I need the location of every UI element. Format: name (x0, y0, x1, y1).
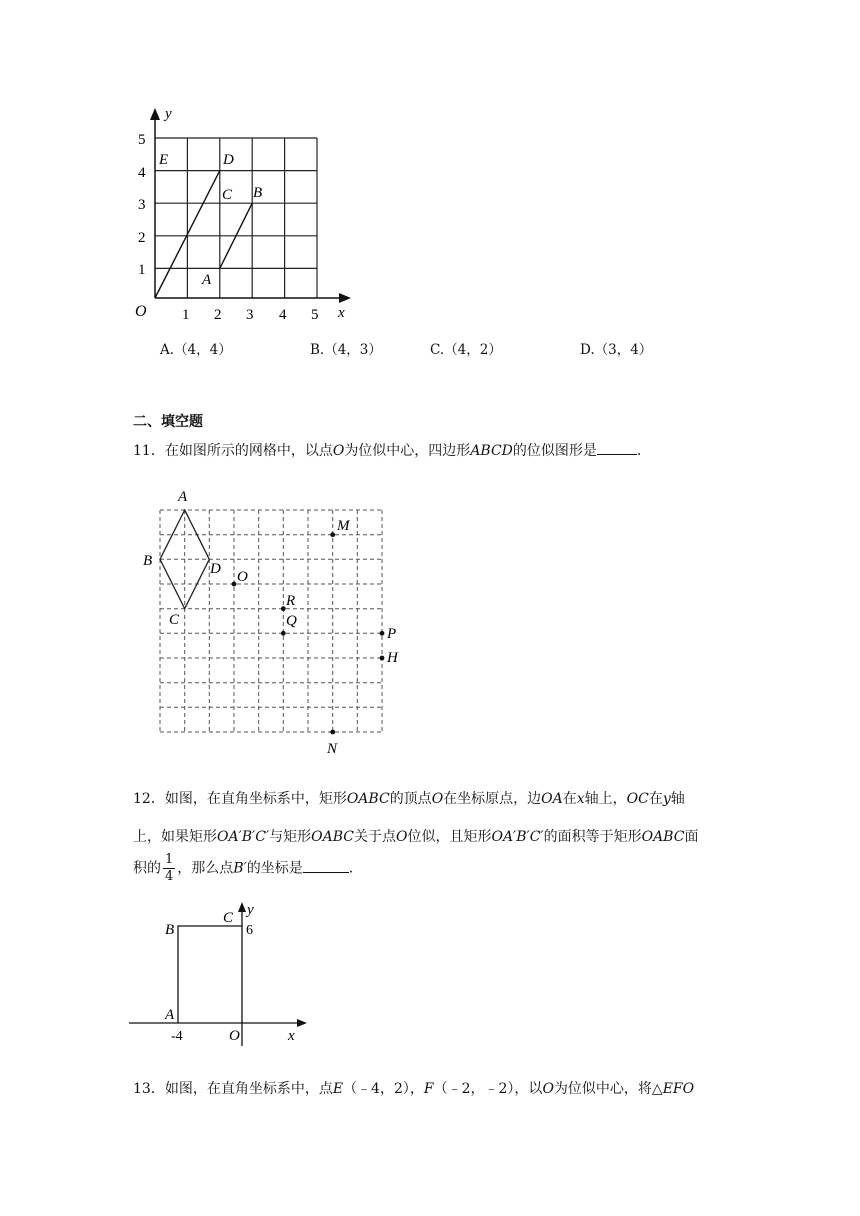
question-12-line-2 (133, 826, 698, 846)
q12-l2-d: 位似，且矩形 (407, 829, 492, 845)
q12-l1-a: 如图，在直角坐标系中，矩形 (164, 791, 347, 807)
q12-label-x: x (288, 1028, 295, 1044)
q10-x-tick-1: 1 (182, 307, 190, 323)
q11-text-3: 的位似图形是 (512, 443, 597, 459)
q10-x-tick-2: 2 (214, 307, 222, 323)
q10-x-tick-5: 5 (311, 307, 319, 323)
q12-label-a: A (165, 1007, 175, 1023)
q12-l1-d: 在 (562, 791, 577, 807)
q10-point-c: C (222, 187, 233, 203)
q12-l2-f: 面 (684, 829, 699, 845)
rectangle-oabc (178, 926, 242, 1023)
q13-efo: EFO (662, 1081, 695, 1097)
q12-fraction (163, 852, 175, 885)
q12-label-b: B (165, 922, 175, 938)
q11-text-1: 在如图所示的网格中，以点 (164, 443, 333, 459)
q11-dashed-grid (160, 510, 382, 732)
q12-l3-a: 积的 (133, 860, 161, 877)
q11-answer-blank[interactable] (597, 440, 637, 455)
option-b[interactable]: B.（4，3） (310, 342, 382, 358)
q12-l3-c: 的坐标是 (246, 860, 303, 877)
q13-e: E (332, 1081, 344, 1097)
q13-text-2: （﹣4，2）， (343, 1081, 424, 1097)
q12-label-o: O (229, 1028, 240, 1044)
q12-l3-b: ，那么点 (177, 860, 234, 877)
q10-point-d: D (223, 152, 234, 168)
q12-l2-b: 与矩形 (269, 829, 312, 845)
q12-oc: OC (626, 791, 649, 807)
q10-y-label: y (165, 106, 172, 122)
q13-number: 13． (133, 1081, 165, 1097)
q11-end: . (636, 443, 642, 459)
q13-text-4: 为位似中心，将△ (553, 1081, 663, 1097)
q12-label-c: C (223, 910, 234, 926)
option-c[interactable]: C.（4，2） (430, 342, 502, 358)
option-a[interactable]: A.（4，4） (160, 342, 232, 358)
q11-label-d: D (210, 561, 221, 577)
q12-label-minus4: -4 (171, 1029, 183, 1044)
q10-point-b: B (253, 185, 263, 201)
q11-label-o: O (237, 569, 248, 585)
q12-oabc-3: OABC (641, 829, 685, 845)
q10-y-tick-4: 4 (138, 165, 146, 181)
q12-l2-c: 关于点 (353, 829, 396, 845)
q10-coordinate-figure (125, 100, 365, 330)
q12-l2-e: 的面积等于矩形 (543, 829, 642, 845)
q11-abcd: ABCD (470, 443, 513, 459)
q12-y-axis-arrow (238, 902, 246, 912)
q13-o: O (542, 1081, 554, 1097)
q10-x-label: x (338, 305, 345, 321)
q12-x: x (576, 791, 585, 807)
q11-o: O (332, 443, 345, 459)
q12-l1-e: 轴上， (584, 791, 627, 807)
q10-x-tick-4: 4 (279, 307, 287, 323)
q12-rectangle-figure (125, 900, 325, 1050)
q12-answer-blank[interactable] (303, 858, 349, 873)
q11-label-q: Q (286, 613, 297, 629)
q12-label-y: y (247, 902, 254, 918)
q10-y-tick-2: 2 (138, 230, 146, 246)
point-r-dot (281, 606, 286, 611)
q12-fraction-denominator: 4 (165, 869, 174, 884)
question-12-line-1 (133, 788, 685, 808)
q11-label-a: A (178, 489, 188, 505)
q12-l1-f: 在 (648, 791, 663, 807)
question-13 (133, 1078, 694, 1098)
q12-l1-c: 在坐标原点，边 (443, 791, 542, 807)
q11-label-n: N (327, 741, 338, 757)
q10-point-a: A (202, 272, 212, 288)
q12-oabc-prime-1: OA′B′C′ (217, 829, 270, 845)
q12-label-six: 6 (246, 923, 253, 938)
q12-oabc-prime-2: OA′B′C′ (491, 829, 544, 845)
point-m-dot (330, 532, 335, 537)
q12-y: y (662, 791, 671, 807)
q11-text-2: 为位似中心，四边形 (344, 443, 471, 459)
point-q-dot (281, 631, 286, 636)
point-o-dot (232, 582, 237, 587)
q10-y-tick-1: 1 (138, 262, 146, 278)
question-11 (133, 440, 641, 460)
q10-point-e: E (159, 152, 169, 168)
q10-y-tick-3: 3 (138, 197, 146, 213)
point-p-dot (380, 631, 385, 636)
section-title: 二、填空题 (133, 414, 203, 430)
q12-l2-a: 上，如果矩形 (133, 829, 217, 845)
option-d[interactable]: D.（3，4） (580, 342, 653, 358)
q12-l1-g: 轴 (670, 791, 685, 807)
q12-b-prime: B′ (233, 860, 247, 877)
q10-y-axis-arrow (150, 108, 160, 120)
q11-label-b: B (143, 553, 153, 569)
point-h-dot (380, 656, 385, 661)
q10-y-tick-5: 5 (138, 132, 146, 148)
q12-oa: OA (541, 791, 563, 807)
q12-l1-b: 的顶点 (389, 791, 432, 807)
q13-text-1: 如图，在直角坐标系中，点 (164, 1081, 333, 1097)
q11-label-p: P (387, 626, 397, 642)
q12-x-axis-arrow (297, 1019, 307, 1027)
q11-number: 11． (133, 443, 165, 459)
q13-f: F (423, 1081, 434, 1097)
q10-origin-label: O (135, 303, 147, 320)
q10-grid (155, 138, 317, 298)
q11-grid-figure (140, 485, 430, 760)
q12-fraction-numerator: 1 (165, 852, 174, 867)
q12-o: O (431, 791, 444, 807)
q12-oabc: OABC (346, 791, 390, 807)
question-12-line-3 (133, 852, 353, 885)
q10-x-tick-3: 3 (246, 307, 254, 323)
q11-label-c: C (169, 612, 180, 628)
q11-label-r: R (286, 593, 296, 609)
q12-end: . (348, 860, 354, 877)
q12-o-2: O (395, 829, 408, 845)
point-n-dot (330, 730, 335, 735)
q12-number: 12． (133, 791, 165, 807)
q11-label-h: H (387, 650, 398, 666)
q12-oabc-2: OABC (311, 829, 354, 845)
q10-x-axis-arrow (339, 293, 351, 303)
q11-label-m: M (337, 518, 350, 534)
q13-text-3: （﹣2，﹣2），以 (433, 1081, 543, 1097)
